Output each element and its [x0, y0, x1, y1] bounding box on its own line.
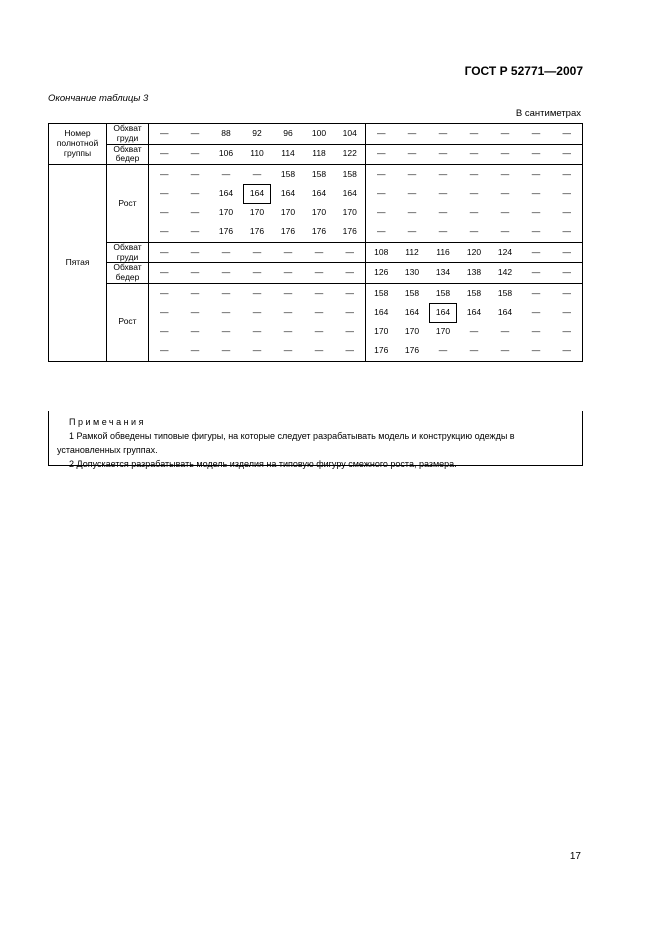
table-cell: — [149, 263, 180, 284]
table-cell: — [149, 144, 180, 165]
group-name-cell: Пятая [49, 165, 107, 362]
table-cell: — [180, 223, 211, 243]
note-1: 1 Рамкой обведены типовые фигуры, на которые следует разрабатывать модель и конструкцию одежды в установленных группах. [57, 431, 515, 455]
table-cell: — [221, 168, 231, 179]
table-cell: 170 [249, 207, 265, 218]
table-cell: — [377, 207, 386, 218]
table-cell: — [283, 326, 293, 337]
table-cell: 164 [335, 184, 366, 204]
table-cell [242, 184, 273, 204]
table-cell: — [314, 326, 324, 337]
table-cell: — [335, 283, 366, 303]
table-cell: — [490, 223, 521, 243]
table-cell: — [190, 188, 200, 199]
table-cell: 176 [273, 223, 304, 243]
page-number: 17 [569, 851, 581, 862]
param-chest-label: Обхват груди [107, 124, 149, 145]
table-cell: — [552, 263, 583, 284]
table-cell: — [552, 184, 583, 204]
table-cell: — [552, 342, 583, 362]
table-cell: 100 [304, 124, 335, 145]
table-cell: 104 [335, 124, 366, 145]
table-cell: — [190, 207, 200, 218]
table-cell: — [211, 242, 242, 263]
table-cell: 164 [280, 188, 296, 199]
table-cell: — [469, 168, 479, 179]
table-cell: — [160, 326, 169, 337]
table-cell: — [180, 263, 211, 284]
table-cell: — [335, 242, 366, 263]
table-cell: — [500, 207, 510, 218]
table-cell: — [469, 207, 479, 218]
table-cell: 176 [242, 223, 273, 243]
table-cell: — [190, 168, 200, 179]
table-cell: — [283, 287, 293, 298]
table-cell: 114 [273, 144, 304, 165]
table-cell: — [366, 223, 397, 243]
group-number-header: Номер полнотной группы [49, 124, 107, 165]
table-cell: 108 [366, 242, 397, 263]
table-cell: — [211, 263, 242, 284]
table-cell: — [160, 188, 169, 199]
table-cell: 158 [374, 287, 389, 298]
table-caption: Окончание таблицы 3 [48, 93, 149, 104]
table-cell: — [490, 144, 521, 165]
units-label: В сантиметрах [515, 108, 581, 119]
table-cell: 164 [311, 188, 327, 199]
notes-title: Примечания [69, 417, 146, 427]
table-notes [48, 411, 583, 469]
table-cell: — [242, 242, 273, 263]
table-cell: — [490, 342, 521, 362]
table-cell: — [335, 263, 366, 284]
table-cell: 158 [311, 168, 327, 179]
table-cell: — [552, 144, 583, 165]
table-cell: — [397, 223, 428, 243]
table-cell: — [160, 207, 169, 218]
table-cell: 130 [397, 263, 428, 284]
table-cell: — [190, 287, 200, 298]
table-cell: — [273, 263, 304, 284]
table-cell: 158 [497, 287, 513, 298]
table-cell: — [490, 124, 521, 145]
table-cell: — [283, 306, 293, 317]
table-cell: 126 [366, 263, 397, 284]
table-cell: — [552, 303, 583, 323]
table-cell: — [552, 124, 583, 145]
table-cell: — [221, 326, 231, 337]
table-cell: 164 [466, 306, 482, 317]
table-cell: — [190, 326, 200, 337]
table-cell: 170 [218, 207, 234, 218]
table-cell: — [160, 306, 169, 317]
table-cell: 158 [280, 168, 296, 179]
table-cell: — [521, 342, 552, 362]
table-cell: — [552, 283, 583, 303]
table-cell: — [459, 223, 490, 243]
typical-figure-frame: 164 [243, 184, 271, 204]
table-cell: 112 [397, 242, 428, 263]
note-2: 2 Допускается разрабатывать модель изделия на типовую фигуру смежного роста, размера. [69, 459, 457, 469]
document-standard-number: ГОСТ Р 52771—2007 [464, 64, 583, 78]
table-cell: — [304, 263, 335, 284]
table-cell: — [377, 168, 386, 179]
table-cell [428, 303, 459, 323]
table-cell: — [180, 124, 211, 145]
table-cell: — [521, 124, 552, 145]
table-cell: — [180, 144, 211, 165]
table-cell: 170 [404, 326, 420, 337]
table-cell: — [149, 223, 180, 243]
table-cell: 120 [459, 242, 490, 263]
param-chest-label: Обхват груди [107, 242, 149, 263]
table-cell: — [366, 124, 397, 145]
typical-figure-frame: 164 [429, 303, 457, 323]
table-cell: — [304, 242, 335, 263]
table-row [49, 242, 583, 263]
table-cell: 138 [459, 263, 490, 284]
table-cell: 110 [242, 144, 273, 165]
table-cell: — [221, 306, 231, 317]
table-cell: — [397, 124, 428, 145]
table-cell: — [252, 306, 262, 317]
table-cell: — [304, 342, 335, 362]
table-cell: — [273, 242, 304, 263]
table-cell: 142 [490, 263, 521, 284]
table-cell: 92 [242, 124, 273, 145]
table-cell: — [252, 287, 262, 298]
table-cell: 176 [211, 223, 242, 243]
table-cell: 158 [466, 287, 482, 298]
param-hips-label: Обхват бедер [107, 263, 149, 284]
table-cell: — [521, 242, 552, 263]
table-cell: 170 [374, 326, 389, 337]
table-cell: 158 [404, 287, 420, 298]
table-cell: 176 [335, 223, 366, 243]
table-cell: — [428, 124, 459, 145]
table-cell: — [531, 188, 541, 199]
table-cell: — [190, 306, 200, 317]
table-cell: — [552, 323, 583, 342]
table-cell: 176 [366, 342, 397, 362]
table-cell: — [335, 323, 366, 342]
table-cell: — [180, 342, 211, 362]
table-cell: 164 [404, 306, 420, 317]
table-cell: — [407, 168, 417, 179]
table-cell: — [242, 342, 273, 362]
table-cell: — [521, 223, 552, 243]
table-cell: 170 [280, 207, 296, 218]
table-cell: — [438, 188, 448, 199]
table-cell: 116 [428, 242, 459, 263]
table-cell: — [221, 287, 231, 298]
table-cell: — [252, 326, 262, 337]
table-cell: — [428, 342, 459, 362]
table-cell: — [552, 204, 583, 223]
table-cell: — [335, 342, 366, 362]
table-cell: — [552, 223, 583, 243]
table-cell: 164 [218, 188, 234, 199]
table-cell: — [531, 207, 541, 218]
table-cell: 170 [435, 326, 451, 337]
table-cell: — [552, 242, 583, 263]
table-cell: — [438, 207, 448, 218]
table-cell: — [242, 263, 273, 284]
table-row [49, 124, 583, 145]
table-cell: — [521, 144, 552, 165]
table-cell: — [314, 287, 324, 298]
table-cell: — [180, 242, 211, 263]
table-cell: — [531, 306, 541, 317]
table-cell: 170 [335, 204, 366, 223]
table-cell: 118 [304, 144, 335, 165]
table-cell: — [531, 287, 541, 298]
table-cell: — [377, 188, 386, 199]
table-cell: — [252, 168, 262, 179]
table-cell: 158 [435, 287, 451, 298]
param-height-label: Рост [107, 165, 149, 243]
table-cell: 164 [497, 306, 513, 317]
table-cell: — [149, 124, 180, 145]
table-cell: — [459, 124, 490, 145]
table-cell: — [160, 287, 169, 298]
table-cell: — [469, 326, 479, 337]
table-cell: — [397, 144, 428, 165]
table-row [49, 283, 583, 303]
table-cell: 96 [273, 124, 304, 145]
table-cell: — [428, 223, 459, 243]
table-cell: — [160, 168, 169, 179]
table-cell: 176 [304, 223, 335, 243]
table-cell: 164 [374, 306, 389, 317]
table-cell: — [149, 342, 180, 362]
table-row [49, 144, 583, 165]
table-cell: — [531, 326, 541, 337]
table-cell: — [521, 263, 552, 284]
table-cell: — [500, 326, 510, 337]
table-cell: — [500, 188, 510, 199]
table-cell: 124 [490, 242, 521, 263]
table-cell: — [273, 342, 304, 362]
table-cell: 158 [335, 165, 366, 185]
table-cell: 176 [397, 342, 428, 362]
table-cell: 134 [428, 263, 459, 284]
table-cell: — [438, 168, 448, 179]
table-cell: — [459, 144, 490, 165]
table-cell: — [366, 144, 397, 165]
param-height-label: Рост [107, 283, 149, 361]
table-cell: — [459, 342, 490, 362]
table-cell: — [211, 342, 242, 362]
table-cell: 88 [211, 124, 242, 145]
table-cell: 170 [311, 207, 327, 218]
table-cell: — [500, 168, 510, 179]
size-table [48, 123, 583, 362]
table-cell: — [552, 165, 583, 185]
table-cell: — [428, 144, 459, 165]
table-cell: — [407, 207, 417, 218]
table-cell: — [531, 168, 541, 179]
param-hips-label: Обхват бедер [107, 144, 149, 165]
table-cell: — [314, 306, 324, 317]
table-row [49, 263, 583, 284]
table-cell: — [469, 188, 479, 199]
table-cell: 106 [211, 144, 242, 165]
table-cell: — [149, 242, 180, 263]
table-row [49, 165, 583, 185]
table-cell: — [407, 188, 417, 199]
table-cell: 122 [335, 144, 366, 165]
table-cell: — [335, 303, 366, 323]
